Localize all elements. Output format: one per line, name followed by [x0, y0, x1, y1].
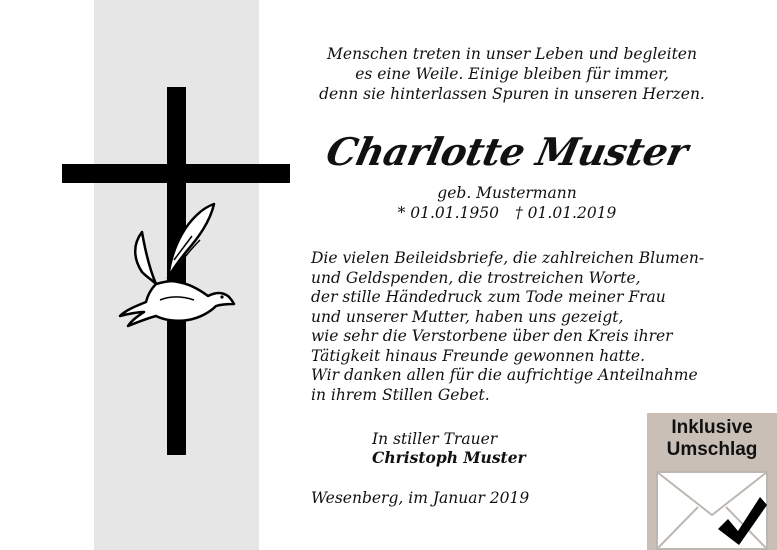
body-line: Die vielen Beileidsbriefe, die zahlreichen Blumen-	[311, 249, 705, 267]
badge-title	[647, 417, 777, 461]
body-line: in ihrem Stillen Gebet.	[311, 385, 490, 404]
body-line: wie sehr die Verstorbene über den Kreis ihrer	[311, 327, 673, 345]
cross-icon-horizontal	[62, 164, 290, 183]
quote-line: es eine Weile. Einige bleiben für immer,	[355, 65, 669, 83]
place-date: Wesenberg, im Januar 2019	[311, 489, 530, 507]
badge-line: Inklusive	[671, 417, 753, 438]
maiden-name: geb. Mustermann	[437, 184, 577, 202]
body-line: Wir danken allen für die aufrichtige Anteilnahme	[311, 366, 698, 384]
signature-intro: In stiller Trauer	[372, 430, 498, 448]
body-line: und unserer Mutter, haben uns gezeigt,	[311, 307, 624, 326]
memorial-quote	[292, 44, 732, 104]
body-line: der stille Händedruck zum Tode meiner Frau	[311, 288, 666, 306]
life-dates	[292, 203, 722, 223]
signature-name: Christoph Muster	[372, 448, 526, 467]
body-line: und Geldspenden, die trostreichen Worte,	[311, 268, 641, 287]
badge-line: Umschlag	[666, 439, 758, 460]
deceased-name: Charlotte Muster	[322, 129, 692, 174]
dove-icon	[112, 200, 237, 330]
envelope-check-icon	[656, 471, 768, 550]
thank-you-text	[311, 249, 751, 405]
body-line: Tätigkeit hinaus Freunde gewonnen hatte.	[311, 346, 646, 365]
death-date: † 01.01.2019	[515, 204, 617, 222]
birth-date: * 01.01.1950	[397, 204, 499, 222]
quote-line: denn sie hinterlassen Spuren in unseren Herzen.	[319, 85, 705, 103]
quote-line: Menschen treten in unser Leben und begleiten	[327, 45, 697, 63]
envelope-badge	[647, 413, 777, 550]
